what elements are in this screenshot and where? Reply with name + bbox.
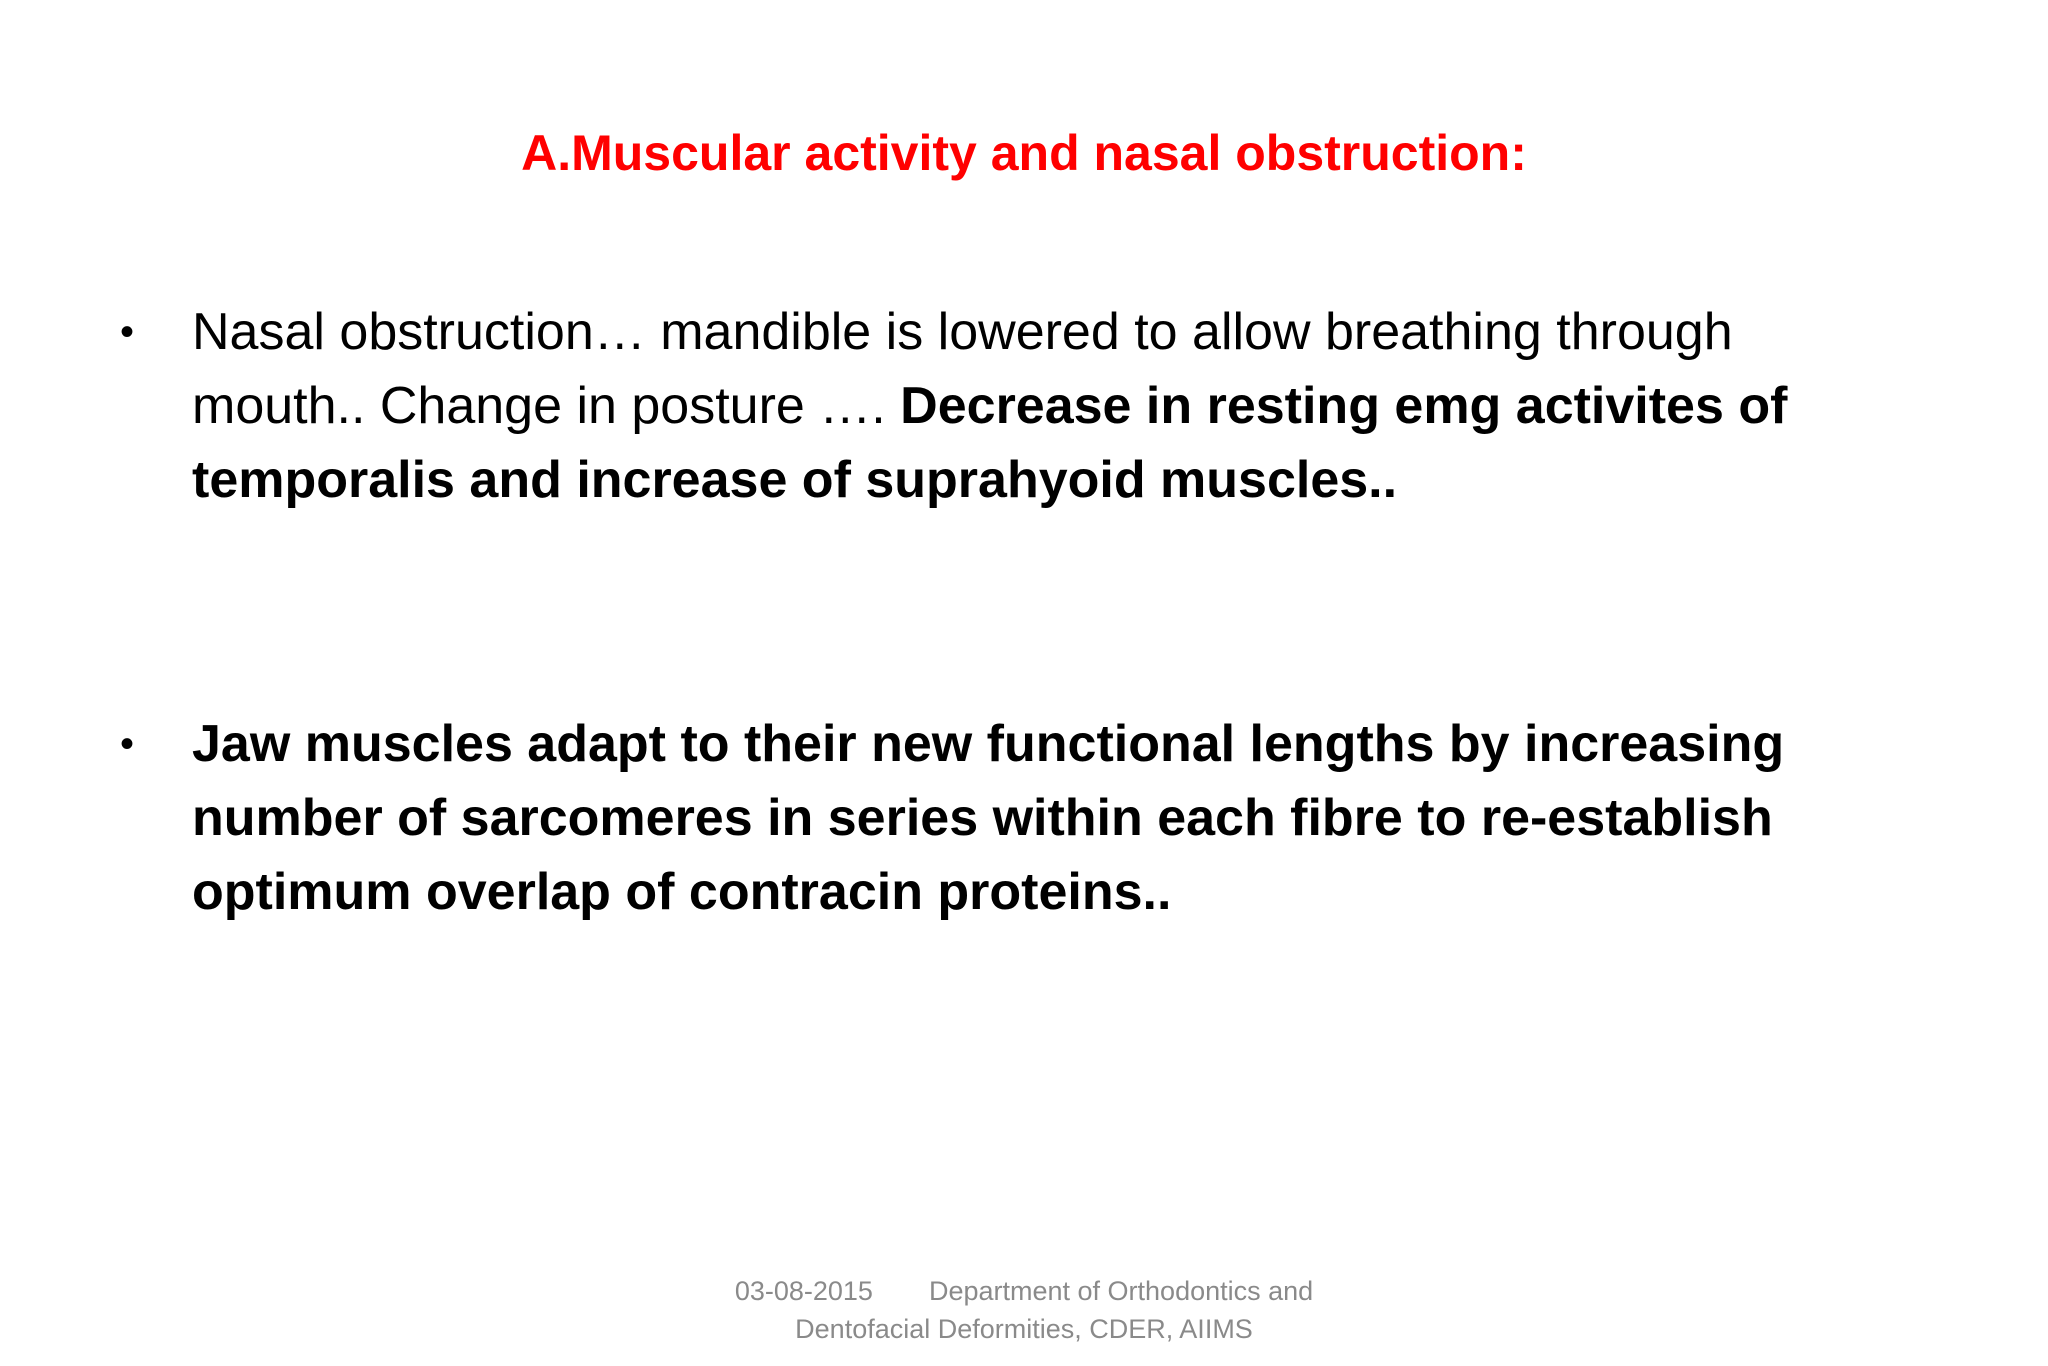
bullet-normal-text: Nasal obstruction… mandible is lowered to allow breathing through mouth.. Change in posture …. [192,303,1733,435]
slide-footer [0,1272,2048,1348]
slide-title: A.Muscular activity and nasal obstruction: [521,125,1527,181]
footer-date: 03-08-2015 [734,1276,873,1306]
bullet-text [192,295,1880,517]
bullet-marker: • [120,310,135,354]
bullet-item-nasal-obstruction [120,295,1880,517]
footer-department-line-1: Department of Orthodontics and [928,1276,1314,1306]
bullet-item-jaw-muscles [120,707,1880,929]
footer-line-1 [0,1272,2048,1310]
bullet-marker: • [120,722,135,766]
bullet-bold-text: Jaw muscles adapt to their new functional lengths by increasing number of sarcomeres in series within each fibre to re-establish optimum overlap of contracin proteins.. [192,715,1785,921]
footer-department-line-2: Dentofacial Deformities, CDER, AIIMS [795,1314,1253,1344]
bullet-bold-text: Decrease in resting emg activites of temporalis and increase of suprahyoid muscles.. [192,377,1788,509]
